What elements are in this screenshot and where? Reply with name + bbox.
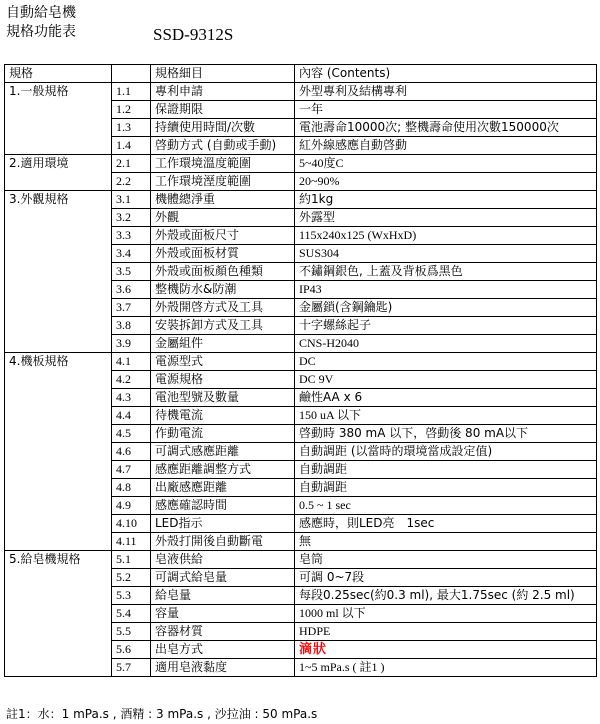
item-content-cell: 約1kg [295, 191, 597, 209]
item-number-cell: 5.7 [112, 659, 151, 677]
table-row [5, 155, 597, 173]
item-content-cell: 啓動時 380 mA 以下，啓動後 80 mA以下 [295, 425, 597, 443]
header-content: 內容 (Contents) [295, 65, 597, 83]
item-name-cell: 電池型號及數量 [151, 389, 295, 407]
table-row [5, 191, 597, 209]
item-number-cell: 3.3 [112, 227, 151, 245]
category-cell: 1.一般規格 [5, 83, 112, 155]
item-number-cell: 4.11 [112, 533, 151, 551]
item-name-cell: 容量 [151, 605, 295, 623]
item-content-cell: DC 9V [295, 371, 597, 389]
item-content-cell: 0.5 ~ 1 sec [295, 497, 597, 515]
item-name-cell: 出廠感應距離 [151, 479, 295, 497]
item-name-cell: 金屬組件 [151, 335, 295, 353]
item-name-cell: 給皂量 [151, 587, 295, 605]
category-cell: 2.適用環境 [5, 155, 112, 191]
item-content-cell: 5~40度C [295, 155, 597, 173]
item-number-cell: 5.6 [112, 641, 151, 659]
item-content-cell: 感應時，則LED亮 1sec [295, 515, 597, 533]
table-row [5, 83, 597, 101]
item-number-cell: 5.4 [112, 605, 151, 623]
item-name-cell: 工作環境溫度範圍 [151, 155, 295, 173]
item-number-cell: 3.1 [112, 191, 151, 209]
item-number-cell: 4.4 [112, 407, 151, 425]
item-number-cell: 3.4 [112, 245, 151, 263]
header-spec: 規格 [5, 65, 112, 83]
item-number-cell: 1.1 [112, 83, 151, 101]
item-number-cell: 3.7 [112, 299, 151, 317]
item-name-cell: 保證期限 [151, 101, 295, 119]
item-name-cell: 皂液供給 [151, 551, 295, 569]
item-number-cell: 3.9 [112, 335, 151, 353]
item-name-cell: 工作環境溼度範圍 [151, 173, 295, 191]
item-content-cell: 1000 ml 以下 [295, 605, 597, 623]
model-number: SSD-9312S [153, 25, 234, 44]
item-number-cell: 4.2 [112, 371, 151, 389]
item-content-cell: 十字螺絲起子 [295, 317, 597, 335]
item-name-cell: 外觀 [151, 209, 295, 227]
item-name-cell: 出皂方式 [151, 641, 295, 659]
item-content-cell: 皂筒 [295, 551, 597, 569]
item-name-cell: 適用皂液黏度 [151, 659, 295, 677]
item-content-cell: CNS-H2040 [295, 335, 597, 353]
item-number-cell: 4.6 [112, 443, 151, 461]
item-name-cell: 電源規格 [151, 371, 295, 389]
item-number-cell: 3.6 [112, 281, 151, 299]
table-header-row [5, 65, 597, 83]
item-content-cell: 自動調距 [295, 461, 597, 479]
item-number-cell: 4.8 [112, 479, 151, 497]
item-name-cell: 可調式感應距離 [151, 443, 295, 461]
item-content-cell: 可調 0~7段 [295, 569, 597, 587]
item-content-cell: 鹼性AA x 6 [295, 389, 597, 407]
item-name-cell: 感應確認時間 [151, 497, 295, 515]
item-content-cell: 無 [295, 533, 597, 551]
item-content-cell: 自動調距 (以當時的環境當成設定值) [295, 443, 597, 461]
item-number-cell: 5.1 [112, 551, 151, 569]
spec-table-body [5, 65, 597, 677]
title-line-2: 規格功能表 [6, 24, 76, 40]
category-cell: 3.外觀規格 [5, 191, 112, 353]
item-name-cell: 整機防水&防潮 [151, 281, 295, 299]
document-title [6, 4, 76, 42]
item-content-cell: DC [295, 353, 597, 371]
item-name-cell: 持續使用時間/次數 [151, 119, 295, 137]
item-number-cell: 3.8 [112, 317, 151, 335]
item-number-cell: 4.10 [112, 515, 151, 533]
item-content-cell: 一年 [295, 101, 597, 119]
item-number-cell: 2.1 [112, 155, 151, 173]
item-content-cell: 金屬鎖(含鋼鑰匙) [295, 299, 597, 317]
item-name-cell: 可調式給皂量 [151, 569, 295, 587]
table-row [5, 353, 597, 371]
item-content-cell: 自動調距 [295, 479, 597, 497]
item-name-cell: 外殼或面板尺寸 [151, 227, 295, 245]
item-name-cell: 容器材質 [151, 623, 295, 641]
item-number-cell: 3.5 [112, 263, 151, 281]
item-content-cell: 外型專利及結構專利 [295, 83, 597, 101]
item-name-cell: 待機電流 [151, 407, 295, 425]
header-item: 規格細目 [151, 65, 295, 83]
item-name-cell: 作動電流 [151, 425, 295, 443]
category-cell: 4.機板規格 [5, 353, 112, 551]
item-number-cell: 5.3 [112, 587, 151, 605]
footnote: 註1：水：1 mPa.s , 酒精 : 3 mPa.s , 沙拉油 : 50 mPa.s [6, 707, 318, 721]
category-cell: 5.給皂機規格 [5, 551, 112, 677]
item-name-cell: LED指示 [151, 515, 295, 533]
item-name-cell: 感應距離調整方式 [151, 461, 295, 479]
item-content-cell: 1~5 mPa.s ( 註1 ) [295, 659, 597, 677]
item-number-cell: 5.2 [112, 569, 151, 587]
item-content-cell: 滴狀 [295, 641, 597, 659]
table-row [5, 551, 597, 569]
item-content-cell: IP43 [295, 281, 597, 299]
item-content-cell: 115x240x125 (WxHxD) [295, 227, 597, 245]
item-number-cell: 4.7 [112, 461, 151, 479]
item-content-cell: 20~90% [295, 173, 597, 191]
header-number [112, 65, 151, 83]
item-name-cell: 電源型式 [151, 353, 295, 371]
item-name-cell: 專利申請 [151, 83, 295, 101]
item-number-cell: 4.1 [112, 353, 151, 371]
item-number-cell: 1.2 [112, 101, 151, 119]
item-number-cell: 1.3 [112, 119, 151, 137]
item-content-cell: 外露型 [295, 209, 597, 227]
item-number-cell: 1.4 [112, 137, 151, 155]
item-name-cell: 機體總淨重 [151, 191, 295, 209]
item-number-cell: 5.5 [112, 623, 151, 641]
item-number-cell: 2.2 [112, 173, 151, 191]
item-number-cell: 3.2 [112, 209, 151, 227]
item-content-cell: SUS304 [295, 245, 597, 263]
item-content-cell: HDPE [295, 623, 597, 641]
item-number-cell: 4.3 [112, 389, 151, 407]
item-number-cell: 4.9 [112, 497, 151, 515]
item-name-cell: 安裝拆卸方式及工具 [151, 317, 295, 335]
item-content-cell: 150 uA 以下 [295, 407, 597, 425]
item-content-cell: 不鏽鋼銀色, 上蓋及背板爲黑色 [295, 263, 597, 281]
item-number-cell: 4.5 [112, 425, 151, 443]
item-content-cell: 紅外線感應自動啓動 [295, 137, 597, 155]
item-content-cell: 每段0.25sec(約0.3 ml), 最大1.75sec (約 2.5 ml) [295, 587, 597, 605]
item-name-cell: 啓動方式 (自動或手動) [151, 137, 295, 155]
item-content-cell: 電池壽命10000次; 整機壽命使用次數150000次 [295, 119, 597, 137]
item-name-cell: 外殼或面板材質 [151, 245, 295, 263]
spec-table [4, 64, 597, 677]
title-line-1: 自動給皂機 [6, 5, 76, 21]
item-name-cell: 外殼或面板顏色種類 [151, 263, 295, 281]
item-name-cell: 外殼打開後自動斷電 [151, 533, 295, 551]
item-name-cell: 外殼開啓方式及工具 [151, 299, 295, 317]
